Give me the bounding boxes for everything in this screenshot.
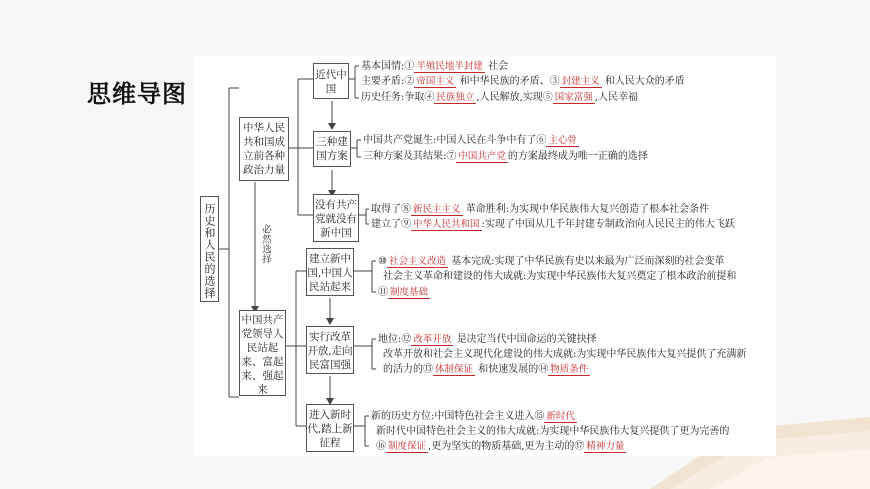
answer-5: 国家富强 [554, 92, 593, 103]
answer-10: 社会主义改造 [388, 256, 446, 267]
branch-after-node: 中国共产党领导人民站起来、富起来、强起来 [239, 310, 286, 396]
newera-line-1: 新的历史方位:中国特色社会主义进入⑮ 新时代 [371, 411, 575, 422]
answer-11: 制度基础 [390, 287, 429, 298]
three-line-2: 三种方案及其结果:⑦ 中国共产党 的方案最终成为唯一正确的选择 [363, 151, 648, 162]
answer-15: 新时代 [546, 411, 575, 422]
cpc-line-1: 取得了⑧ 新民主主义 革命胜利:为实现中华民族伟大复兴创造了根本社会条件 [371, 204, 710, 215]
standup-line-3: ⑪ 制度基础 [378, 287, 429, 298]
standup-line-1: ⑩ 社会主义改造 基本完成:实现了中华民族有史以来最为广泛而深刻的社会变革 [378, 256, 725, 267]
branch-before-node: 中华人民共和国成立前各种政治力量 [239, 117, 289, 181]
reform-node: 实行改革开放,走向民富国强 [306, 326, 354, 374]
reform-line-1: 地位:⑫ 改革开放 是决定当代中国命运的关键抉择 [378, 334, 597, 345]
necessity-label: 必然选择 [260, 224, 271, 264]
three-line-1: 中国共产党诞生:中国人民在斗争中有了⑥ 主心骨 [363, 135, 577, 146]
new-era-node: 进入新时代,踏上新征程 [306, 404, 354, 452]
three-plans-node: 三种建国方案 [313, 131, 351, 167]
standup-line-2: 社会主义革命和建设的伟大成就:为实现中华民族伟大复兴奠定了根本政治前提和 [383, 271, 737, 282]
modern-line-1: 基本国情:① 半殖民地半封建 社会 [361, 61, 509, 72]
modern-line-2: 主要矛盾:② 帝国主义 和中华民族的矛盾、③ 封建主义 和人民大众的矛盾 [361, 76, 685, 87]
stand-up-node: 建立新中国,中国人民站起来 [306, 248, 354, 296]
newera-line-2: 新时代中国特色社会主义的伟大成就:为实现中华民族伟大复兴提供了更为完善的 [376, 426, 730, 437]
answer-4: 民族独立 [436, 92, 475, 103]
reform-line-2: 改革开放和社会主义现代化建设的伟大成就:为实现中华民族伟大复兴提供了充满新 [383, 349, 747, 360]
answer-17: 精神力量 [586, 441, 625, 452]
modern-china-node: 近代中国 [313, 63, 349, 99]
answer-2: 帝国主义 [416, 76, 455, 87]
cpc-new-china-node: 没有共产党就没有新中国 [313, 194, 359, 242]
answer-13: 体制保证 [435, 364, 474, 375]
answer-9: 中华人民共和国 [413, 219, 480, 230]
modern-line-3: 历史任务:争取④ 民族独立 ,人民解放,实现⑤ 国家富强 ,人民幸福 [361, 92, 638, 103]
reform-line-3: 的活力的⑬ 体制保证 和快速发展的⑭ 物质条件 [383, 364, 589, 375]
answer-12: 改革开放 [413, 334, 452, 345]
page-title: 思维导图 [87, 80, 187, 108]
newera-line-3: ⑯ 制度保证 ,更为坚实的物质基础,更为主动的⑰ 精神力量 [376, 441, 625, 452]
root-node: 历史和人民的选择 [200, 196, 219, 302]
answer-8: 新民主主义 [413, 204, 461, 215]
answer-1: 半殖民地半封建 [416, 61, 483, 72]
answer-7: 中国共产党 [458, 151, 506, 162]
answer-16: 制度保证 [388, 441, 427, 452]
answer-3: 封建主义 [561, 76, 600, 87]
answer-6: 主心骨 [548, 135, 577, 146]
answer-14: 物质条件 [550, 364, 589, 375]
cpc-line-2: 建立了⑨ 中华人民共和国 :实现了中国从几千年封建专制政治向人民民主的伟大飞跃 [371, 219, 735, 230]
